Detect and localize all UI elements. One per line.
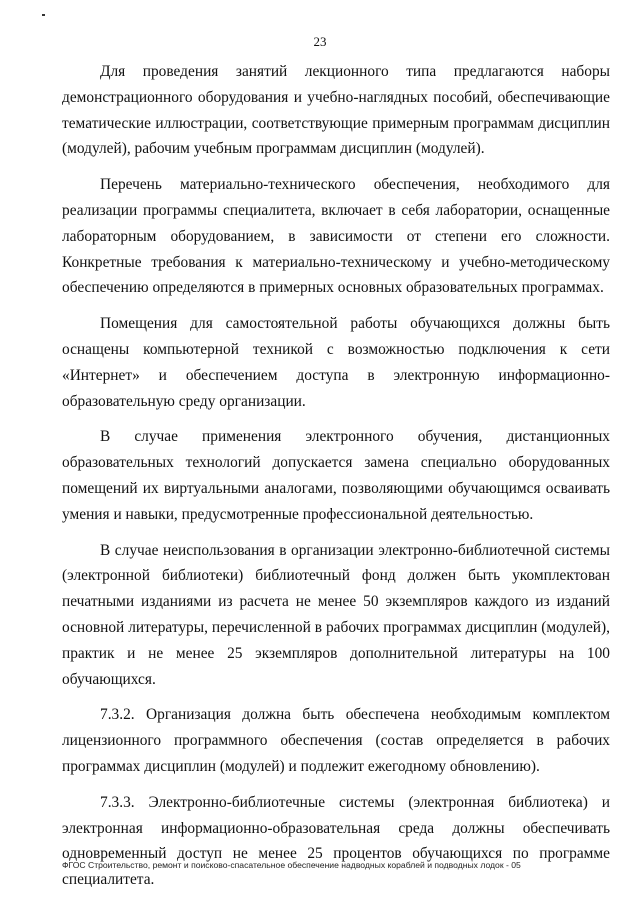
paragraph-lecture-equipment: Для проведения занятий лекционного типа предлагаются наборы демонстрационного оборудования и учебно-наглядных пособий, обеспечивающие тематические иллюстрации, соответствующие примерным программам дисциплин (модулей), рабочим учебным программам дисциплин (модулей). [62,63,610,158]
paragraph-e-learning: В случае применения электронного обучения, дистанционных образовательных технологий допускается замена специально оборудованных помещений их виртуальными аналогами, позволяющими обучающимся осваивать умения и навыки, предусмотренные профессиональной деятельностью. [62,428,610,523]
paragraph-7-3-2: 7.3.2. Организация должна быть обеспечена необходимым комплектом лицензионного программного обеспечения (состав определяется в рабочих программах дисциплин (модулей) и подлежит ежегодному обновлению). [62,706,610,775]
paragraph-library-fund: В случае неиспользования в организации электронно-библиотечной системы (электронной библиотеки) библиотечный фонд должен быть укомплектован печатными изданиями из расчета не менее 50 экземпляров каждого из изданий основной литературы, перечисленной в рабочих программах дисциплин (модулей), практик и не менее 25 экземпляров дополнительной литературы на 100 обучающихся. [62,541,610,688]
paragraph-material-technical: Перечень материально-технического обеспечения, необходимого для реализации программы специалитета, включает в себя лаборатории, оснащенные лабораторным оборудованием, в зависимости от степени его сложности. Конкретные требования к материально-техническому и учебно-методическому обеспечению определяются в примерных основных образовательных программах. [62,176,610,297]
page-number: 23 [313,34,327,49]
paragraph-self-study-rooms: Помещения для самостоятельной работы обучающихся должны быть оснащены компьютерной техникой с возможностью подключения к сети «Интернет» и обеспечением доступа в электронную информационно-образовательную среду организации. [62,315,610,410]
document-body [62,59,610,903]
paragraph-7-3-3: 7.3.3. Электронно-библиотечные системы (электронная библиотека) и электронная информационно-образовательная среда должны обеспечивать одновременный доступ не менее 25 процентов обучающихся по программе специалитета. [62,793,610,889]
page-footer: ФГОС Строительство, ремонт и поисково-спасательное обеспечение надводных кораблей и подводных лодок - 05 [62,860,521,870]
scan-mark [42,14,45,16]
